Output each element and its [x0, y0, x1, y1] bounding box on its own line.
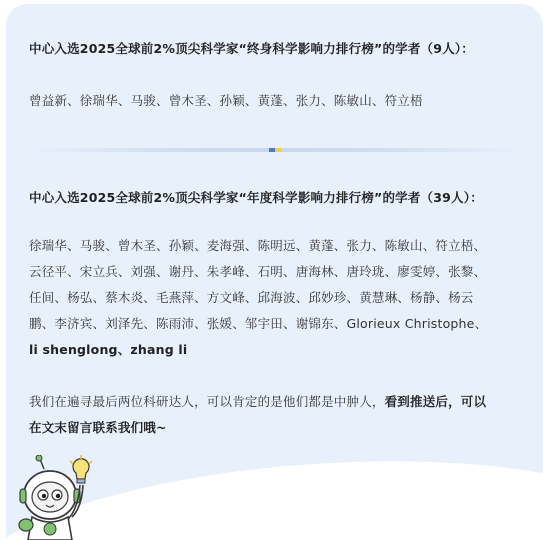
note-text: 我们在遍寻最后两位科研达人，可以肯定的是他们都是中肿人， [29, 394, 385, 409]
names-line: 云径平、宋立兵、刘强、谢丹、朱孝峰、石明、唐海林、唐玲珑、廖雯婷、张黎、 [29, 264, 487, 279]
names-line: 鹏、李济宾、刘泽先、陈雨沛、张媛、邹宇田、谢锦东、Glorieux Christophe、 [29, 316, 488, 331]
note-bold-text-1: 看到推送后，可以 [384, 394, 487, 409]
names-line: 徐瑞华、马骏、曾木圣、孙颖、麦海强、陈明远、黄蓬、张力、陈敏山、符立梧、 [29, 238, 487, 253]
section-annual-names [29, 233, 523, 363]
names-line-bold: li shenglong、zhang li [29, 342, 188, 357]
note-bold-text-2: 在文末留言联系我们哦~ [29, 420, 167, 435]
section-lifetime-heading: 中心入选2025全球前2%顶尖科学家“终身科学影响力排行榜”的学者（9人）： [29, 41, 474, 56]
names-line: 任间、杨弘、蔡木炎、毛燕萍、方文峰、邱海波、邱妙珍、黄慧琳、杨静、杨云 [29, 290, 474, 305]
divider-yellow-mark [275, 148, 281, 152]
lightbulb-icon [70, 455, 92, 483]
section-divider [29, 148, 523, 152]
section-lifetime-names: 曾益新、徐瑞华、马骏、曾木圣、孙颖、黄蓬、张力、陈敏山、符立梧 [29, 93, 423, 108]
astronaut-mascot-icon [14, 455, 104, 540]
section-annual-heading: 中心入选2025全球前2%顶尖科学家“年度科学影响力排行榜”的学者（39人）： [29, 190, 483, 205]
closing-note [29, 389, 523, 441]
